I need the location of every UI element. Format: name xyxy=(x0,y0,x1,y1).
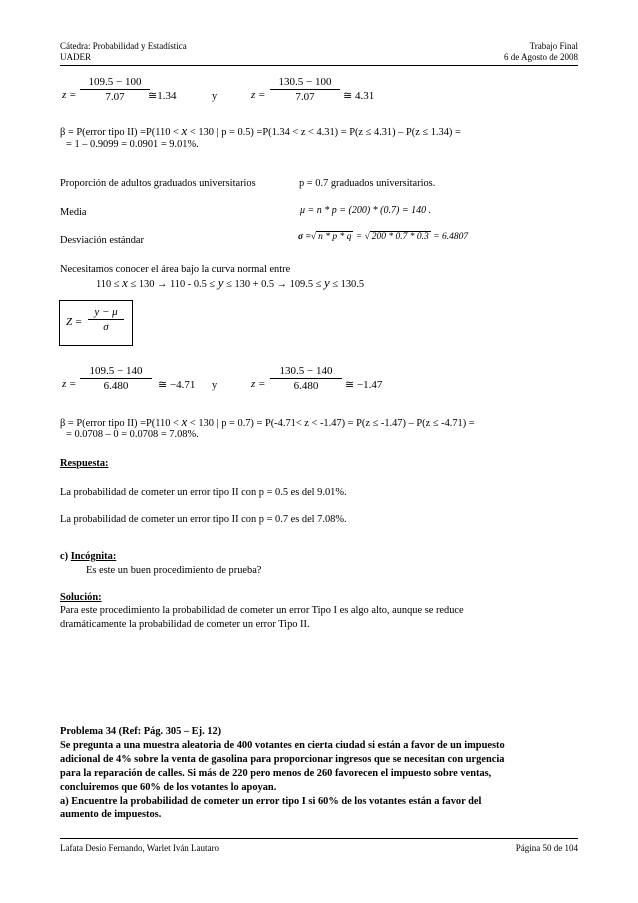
eq2-z1-fraction xyxy=(80,364,152,393)
desviacion-equals: = xyxy=(355,232,363,242)
beta1-line1 xyxy=(60,124,461,139)
area-line2-c: ≤ 130 + 0.5 → 109.5 ≤ xyxy=(226,279,322,290)
eq2-z1-denominator: 6.480 xyxy=(103,380,129,392)
eq2-z1-lhs: z = xyxy=(62,378,77,390)
incognita-heading xyxy=(60,550,116,563)
eq2-z2-denominator: 6.480 xyxy=(293,380,319,392)
zbox-lhs: Z = xyxy=(66,316,83,328)
beta2-variable: x xyxy=(181,414,188,429)
eq2-z2-lhs: z = xyxy=(251,378,266,390)
incognita-prefix: c) xyxy=(60,551,69,562)
respuesta-heading: Respuesta: xyxy=(60,458,109,469)
incognita-title: Incógnita: xyxy=(70,551,117,562)
footer-authors: Lafata Desio Fernando, Warlet Iván Lautaro xyxy=(60,843,220,853)
eq1-z1-denominator: 7.07 xyxy=(105,91,125,103)
beta1-line1-end: < 130 | p = 0.5) =P(1.34 < z < 4.31) = P(z ≤ 4.31) – P(z ≤ 1.34) = xyxy=(189,127,461,138)
desviacion-formula: σ =√ n * p * q = √ 200 * 0.7 * 0.3 = 6.4807 xyxy=(298,232,469,242)
solucion-line2: dramáticamente la probabilidad de cometer un error Tipo II. xyxy=(60,619,310,630)
problema-line3: para la reparación de calles. Si más de 220 pero menos de 260 favorecen el impuesto sobre ventas, xyxy=(60,768,492,779)
header-course: Cátedra: Probabilidad y Estadística xyxy=(60,41,187,51)
desviacion-result: = 6.4807 xyxy=(433,232,469,242)
desviacion-label: Desviación estándar xyxy=(60,235,144,246)
eq2-z2-fraction xyxy=(270,364,342,393)
header-institution: UADER xyxy=(60,52,91,62)
area-line2-a: 110 ≤ xyxy=(96,279,120,290)
header-rule xyxy=(60,65,578,66)
header-date: 6 de Agosto de 2008 xyxy=(504,52,578,62)
header-doc-type: Trabajo Final xyxy=(529,41,578,51)
eq1-z1-result: ≅1.34 xyxy=(148,90,177,102)
media-label: Media xyxy=(60,207,87,218)
zbox-denominator: σ xyxy=(103,321,109,333)
eq1-z2-numerator: 130.5 − 100 xyxy=(270,75,340,90)
respuesta-line1: La probabilidad de cometer un error tipo II con p = 0.5 es del 9.01%. xyxy=(60,487,347,498)
incognita-text: Es este un buen procedimiento de prueba? xyxy=(86,565,262,576)
eq1-conjunction: y xyxy=(212,91,218,102)
eq1-z2-denominator: 7.07 xyxy=(295,91,315,103)
eq2-z1-result: ≅ −4.71 xyxy=(158,379,196,391)
desviacion-sigma: σ = xyxy=(298,232,311,242)
beta1-line2: = 1 – 0.9099 = 0.0901 = 9.01%. xyxy=(66,139,199,150)
solucion-heading: Solución: xyxy=(60,592,102,603)
area-line1: Necesitamos conocer el área bajo la curva normal entre xyxy=(60,264,291,275)
eq2-z2-numerator: 130.5 − 140 xyxy=(270,364,342,379)
eq2-z2-result: ≅ −1.47 xyxy=(345,379,383,391)
beta2-line1-end: < 130 | p = 0.7) = P(-4.71< z < -1.47) = P(z ≤ -1.47) – P(z ≤ -4.71) = xyxy=(189,418,475,429)
eq1-z1-lhs: z = xyxy=(62,89,77,101)
eq2-conjunction: y xyxy=(212,380,218,391)
respuesta-line2: La probabilidad de cometer un error tipo II con p = 0.7 es del 7.08%. xyxy=(60,514,347,525)
eq1-z1-fraction xyxy=(80,75,150,104)
beta2-line2: = 0.0708 – 0 = 0.0708 = 7.08%. xyxy=(66,429,199,440)
solucion-line1: Para este procedimiento la probabilidad de cometer un error Tipo I es algo alto, aunque se reduce xyxy=(60,605,464,616)
eq1-z2-result: ≅ 4.31 xyxy=(343,90,375,102)
problema-line2: adicional de 4% sobre la venta de gasolina para proporcionar ingresos que se necesitan con urgencia xyxy=(60,754,505,765)
proportion-label: Proporción de adultos graduados universitarios xyxy=(60,178,256,189)
footer-rule xyxy=(60,838,578,839)
eq2-z1-numerator: 109.5 − 140 xyxy=(80,364,152,379)
problema-line5: a) Encuentre la probabilidad de cometer un error tipo I si 60% de los votantes están a favor del xyxy=(60,796,482,807)
beta1-variable: x xyxy=(181,123,188,138)
beta1-line1-start: β = P(error tipo II) =P(110 < xyxy=(60,127,179,138)
zbox-numerator: y − μ xyxy=(88,305,124,320)
zbox-fraction xyxy=(88,305,124,334)
area-line2-d: ≤ 130.5 xyxy=(332,279,365,290)
area-var-y1: y xyxy=(217,275,224,290)
media-formula: μ = n * p = (200) * (0.7) = 140 . xyxy=(300,205,432,216)
eq1-z1-numerator: 109.5 − 100 xyxy=(80,75,150,90)
area-line2-b: ≤ 130 → 110 - 0.5 ≤ xyxy=(130,279,216,290)
beta2-line1-start: β = P(error tipo II) =P(110 < xyxy=(60,418,179,429)
area-var-y2: y xyxy=(323,275,330,290)
area-var-x: x xyxy=(122,275,128,290)
desviacion-sqrt1: n * p * q xyxy=(318,232,352,242)
problema-line1: Se pregunta a una muestra aleatoria de 400 votantes en cierta ciudad si están a favor de un impuesto xyxy=(60,740,505,751)
problema-title: Problema 34 (Ref: Pág. 305 – Ej. 12) xyxy=(60,726,222,737)
problema-line6: aumento de impuestos. xyxy=(60,809,162,820)
eq1-z2-lhs: z = xyxy=(251,89,266,101)
eq1-z2-fraction xyxy=(270,75,340,104)
desviacion-sqrt2: 200 * 0.7 * 0.3 xyxy=(371,232,429,242)
area-line2 xyxy=(96,276,364,291)
problema-line4: concluiremos que 60% de los votantes lo apoyan. xyxy=(60,782,277,793)
proportion-value: p = 0.7 graduados universitarios. xyxy=(299,178,436,189)
footer-page-number: Página 50 de 104 xyxy=(515,843,578,853)
